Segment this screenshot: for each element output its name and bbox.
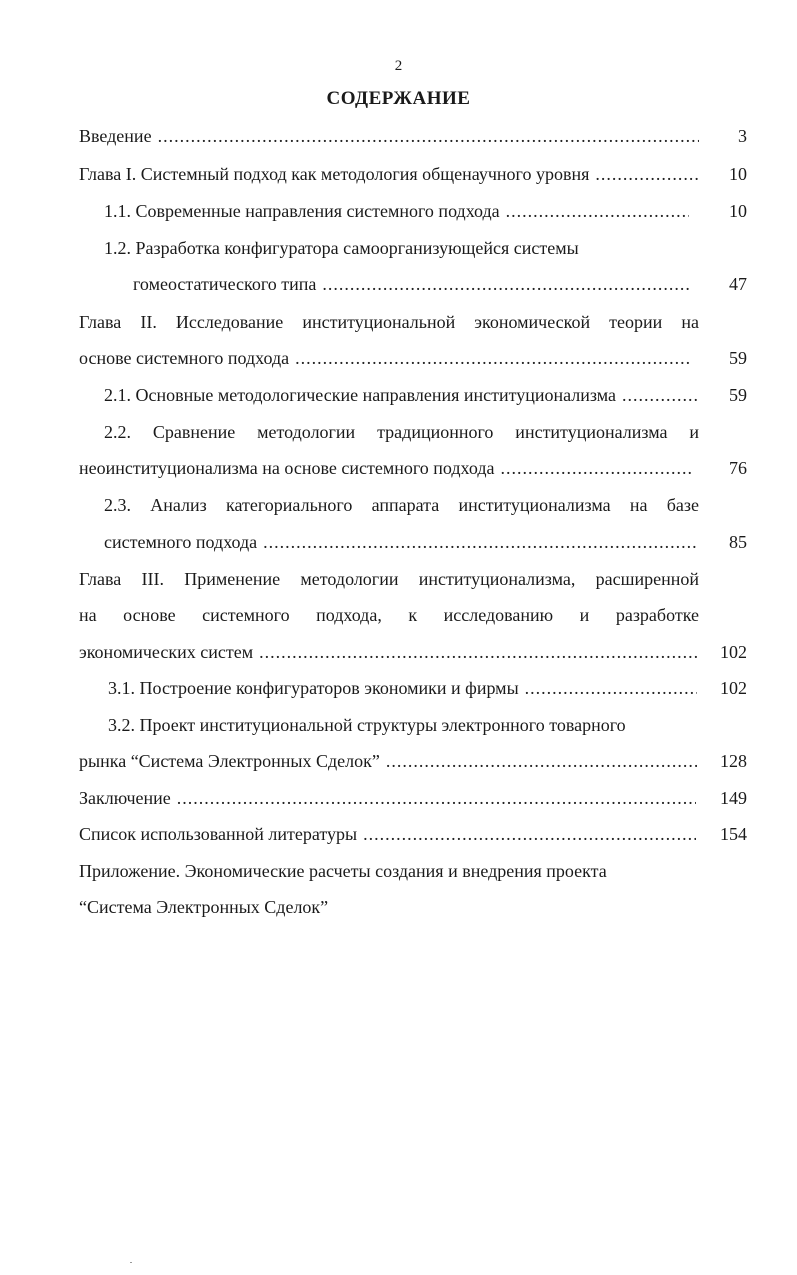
toc-entry-page: 128 — [720, 751, 747, 771]
toc-entry-page: 102 — [720, 678, 747, 698]
toc-entry-text: системного подхода — [104, 532, 258, 552]
toc-entry-page: 102 — [720, 642, 747, 662]
toc-entry-text: Введение — [79, 126, 152, 146]
toc-entry-conclusion — [79, 786, 696, 810]
leader-dots — [295, 346, 691, 370]
toc-entry-chapter-3-line-3 — [79, 640, 697, 664]
toc-entry-page: 10 — [729, 201, 747, 221]
toc-entry-1-2-line-2 — [133, 272, 689, 296]
leader-dots — [595, 162, 699, 186]
toc-entry-text: 1.1. Современные направления системного подхода — [104, 201, 500, 221]
toc-entry-text: рынка “Система Электронных Сделок” — [79, 751, 380, 771]
toc-entry-2-2-line-2 — [79, 456, 691, 480]
toc-entry-page: 3 — [738, 126, 747, 146]
toc-entry-page: 59 — [729, 385, 747, 405]
leader-dots — [363, 822, 696, 846]
toc-entry-text: гомеостатического типа — [133, 274, 317, 294]
toc-entry-2-2-line-1: 2.2. Сравнение методологии традиционного институционализма и — [104, 422, 699, 442]
leader-dots — [263, 530, 698, 554]
toc-entry-appendix-line-1: Приложение. Экономические расчеты создания и внедрения проекта — [79, 861, 607, 881]
toc-entry-chapter-3-line-1: Глава III. Применение методологии институционализма, расширенной — [79, 569, 699, 589]
toc-entry-page: 85 — [729, 532, 747, 552]
leader-dots — [506, 199, 689, 223]
leader-dots — [525, 676, 697, 700]
toc-entry-bibliography — [79, 822, 696, 846]
leader-dots — [158, 124, 699, 148]
toc-entry-text: экономических систем — [79, 642, 254, 662]
leader-dots — [386, 749, 697, 773]
toc-entry-page: 149 — [720, 788, 747, 808]
toc-entry-page: 59 — [729, 348, 747, 368]
leader-dots — [322, 272, 689, 296]
toc-entry-2-3-line-1: 2.3. Анализ категориального аппарата институционализма на базе — [104, 495, 699, 515]
toc-entry-text: Заключение — [79, 788, 171, 808]
toc-entry-3-2-line-2 — [79, 749, 697, 773]
toc-title: СОДЕРЖАНИЕ — [326, 88, 471, 109]
toc-entry-text: неоинституционализма на основе системного подхода — [79, 458, 495, 478]
toc-entry-2-3-line-2 — [104, 530, 698, 554]
toc-entry-chapter-3-line-2: на основе системного подхода, к исследованию и разработке — [79, 605, 699, 625]
toc-entry-chapter-2-line-1: Глава II. Исследование институциональной экономической теории на — [79, 312, 699, 332]
page-number: 2 — [394, 58, 403, 74]
leader-dots — [501, 456, 692, 480]
scan-speck — [130, 1262, 132, 1263]
toc-entry-3-2-line-1: 3.2. Проект институциональной структуры электронного товарного — [108, 715, 626, 735]
toc-entry-3-1 — [108, 676, 697, 700]
leader-dots — [259, 640, 697, 664]
leader-dots — [177, 786, 696, 810]
toc-entry-1-1 — [104, 199, 689, 223]
toc-entry-text: Список использованной литературы — [79, 824, 358, 844]
toc-entry-text: основе системного подхода — [79, 348, 290, 368]
toc-entry-text: 2.1. Основные методологические направления институционализма — [104, 385, 617, 405]
toc-entry-text: 3.1. Построение конфигураторов экономики и фирмы — [108, 678, 519, 698]
toc-entry-text: Глава I. Системный подход как методология общенаучного уровня — [79, 164, 590, 184]
toc-entry-page: 76 — [729, 458, 747, 478]
leader-dots — [622, 383, 699, 407]
toc-entry-page: 10 — [729, 164, 747, 184]
toc-entry-1-2-line-1: 1.2. Разработка конфигуратора самоорганизующейся системы — [104, 238, 579, 258]
toc-entry-2-1 — [104, 383, 699, 407]
toc-entry-page: 47 — [729, 274, 747, 294]
toc-entry-chapter-1 — [79, 162, 699, 186]
toc-entry-page: 154 — [720, 824, 747, 844]
toc-entry-introduction — [79, 124, 699, 148]
toc-entry-appendix-line-2: “Система Электронных Сделок” — [79, 897, 329, 917]
toc-entry-chapter-2-line-2 — [79, 346, 691, 370]
